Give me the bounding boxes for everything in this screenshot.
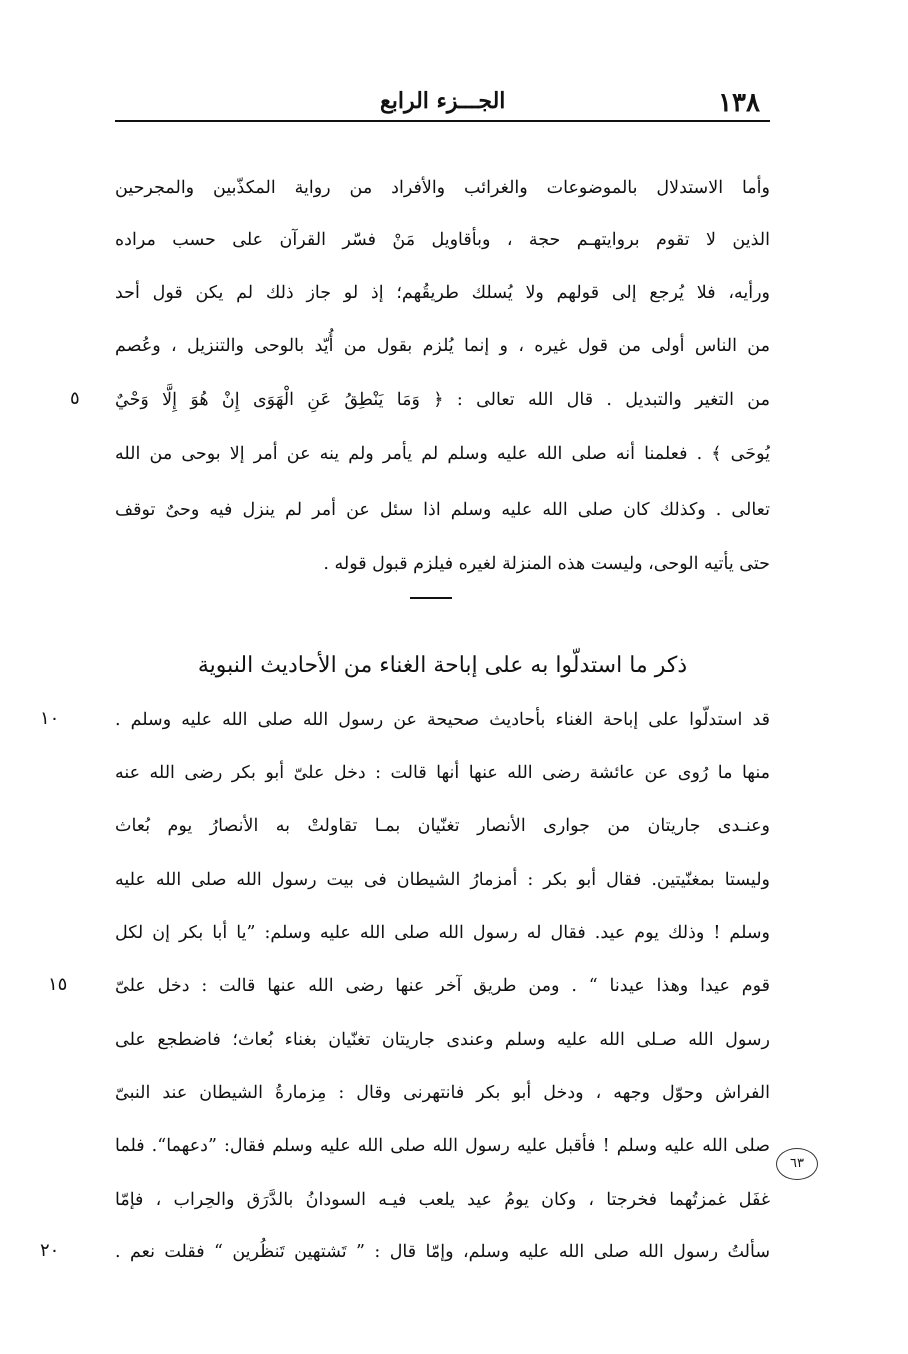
margin-line-number: ٢٠ — [40, 1240, 60, 1261]
text-line: الفراش وحوّل وجهه ، ودخل أبو بكر فانتهرنى وقال : مِزمارةُ الشيطان عند النبىّ — [115, 1083, 770, 1103]
text-line: منها ما رُوى عن عائشة رضى الله عنها أنها قالت : دخل علىّ أبو بكر رضى الله عنه — [115, 763, 770, 783]
text-line: وليستا بمغنّيتين. فقال أبو بكر : أمزمارُ الشيطان فى بيت رسول الله صلى الله عليه — [115, 870, 770, 890]
text-line: قوم عيدا وهذا عيدنا “ . ومن طريق آخر عنها رضى الله عنها قالت : دخل علىّ — [115, 976, 770, 996]
text-line: من التغير والتبديل . قال الله تعالى : ﴿ وَمَا يَنْطِقُ عَنِ الْهَوَى إِنْ هُوَ إِلَّا وَحْيٌ — [115, 390, 770, 410]
text-line: غفَل غمزتُهما فخرجتا ، وكان يومُ عيد يلعب فيـه السودانُ بالدَّرَق والحِراب ، فإمّا — [115, 1190, 770, 1210]
text-line: وأما الاستدلال بالموضوعات والغرائب والأفراد من رواية المكذّبين والمجرحين — [115, 178, 770, 198]
text-line: الذين لا تقوم بروايتهـم حجة ، وبأقاويل مَنْ فسّر القرآن على حسب مراده — [115, 230, 770, 250]
text-line: حتى يأتيه الوحى، وليست هذه المنزلة لغيره فيلزم قبول قوله . — [323, 554, 770, 574]
text-line: ورأيه، فلا يُرجع إلى قولهم ولا يُسلك طريقُهم؛ إذ لو جاز ذلك لم يكن قول أحد — [115, 283, 770, 303]
running-title: الجـــزء الرابع — [380, 88, 506, 114]
text-line: قد استدلّوا على إباحة الغناء بأحاديث صحيحة عن رسول الله صلى الله عليه وسلم . — [115, 710, 770, 730]
page-header — [115, 88, 770, 122]
margin-line-number: ١٠ — [40, 708, 60, 729]
margin-line-number: ١٥ — [48, 974, 68, 995]
text-line: من الناس أولى من قول غيره ، و إنما يُلزم بقول من أُيّد بالوحى والتنزيل ، وعُصم — [115, 336, 770, 356]
text-line: رسول الله صـلى الله عليه وسلم وعندى جاريتان تغنّيان بغناء بُعاث؛ فاضطجع على — [115, 1030, 770, 1050]
text-line: سألتُ رسول الله صلى الله عليه وسلم، وإمّا قال : ” تَشتهين تَنظُرين “ فقلت نعم . — [115, 1242, 770, 1262]
text-line: وسلم ! وذلك يوم عيد. فقال له رسول الله صلى الله عليه وسلم: ”يا أبا بكر إن لكل — [115, 923, 770, 943]
text-line: يُوحَى ﴾ . فعلمنا أنه صلى الله عليه وسلم لم يأمر ولم ينه عن أمر إلا بوحى من الله — [115, 444, 770, 464]
text-line: صلى الله عليه وسلم ! فأقبل عليه رسول الله صلى الله عليه وسلم فقال: ”دعهما“. فلما — [115, 1136, 770, 1156]
page-number: ١٣٨ — [718, 88, 760, 118]
folio-marker: ٦٣ — [776, 1148, 818, 1180]
section-divider — [410, 597, 452, 599]
margin-line-number: ٥ — [70, 388, 80, 409]
text-line: تعالى . وكذلك كان صلى الله عليه وسلم اذا سئل عن أمر لم ينزل فيه وحىٌ توقف — [115, 500, 770, 520]
section-heading: ذكر ما استدلّوا به على إباحة الغناء من الأحاديث النبوية — [197, 653, 688, 678]
text-line: وعنـدى جاريتان من جوارى الأنصار تغنّيان بمـا تقاولتْ به الأنصارُ يوم بُعاث — [115, 816, 770, 836]
